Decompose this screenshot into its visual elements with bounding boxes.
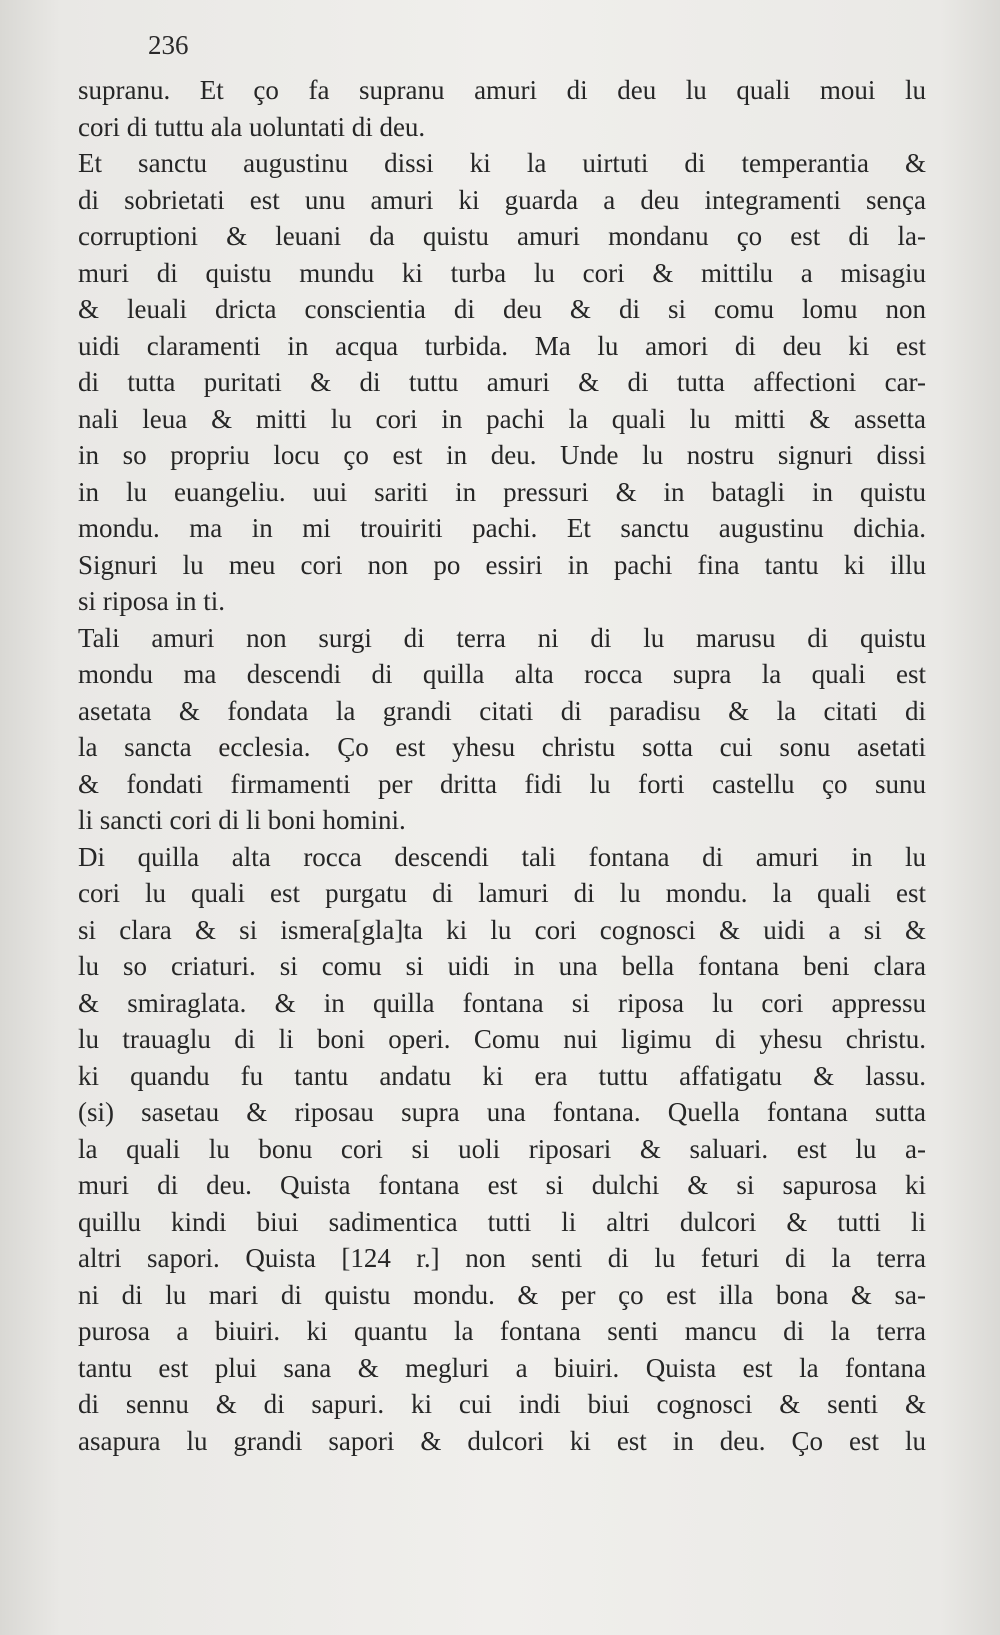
text-line: (si) sasetau & riposau supra una fontana. Quella fontana sutta [78, 1097, 926, 1127]
text-line: purosa a biuiri. ki quantu la fontana senti mancu di la terra [78, 1316, 926, 1346]
text-line: cori lu quali est purgatu di lamuri di lu mondu. la quali est [78, 878, 926, 908]
text-line: asapura lu grandi sapori & dulcori ki est in deu. Ço est lu [78, 1425, 926, 1456]
text-line: & smiraglata. & in quilla fontana si riposa lu cori appressu [78, 987, 926, 1018]
text-line: di sobrietati est unu amuri ki guarda a deu integramenti sença [78, 184, 926, 215]
text-line: ni di lu mari di quistu mondu. & per ço est illa bona & sa- [78, 1279, 926, 1310]
text-line: li sancti cori di li boni homini. [78, 805, 406, 835]
text-line: ki quandu fu tantu andatu ki era tuttu affatigatu & lassu. [78, 1060, 926, 1091]
text-line: cori di tuttu ala uoluntati di deu. [78, 111, 426, 142]
body-text [78, 72, 926, 1459]
text-line: in lu euangeliu. uui sariti in pressuri & in batagli in quistu [78, 476, 926, 507]
text-line: muri di deu. Quista fontana est si dulchi & si sapurosa ki [78, 1170, 926, 1200]
text-line: la quali lu bonu cori si uoli riposari & saluari. est lu a- [78, 1133, 926, 1164]
text-line: & leuali dricta conscientia di deu & di si comu lomu non [78, 294, 926, 324]
text-line: Et sanctu augustinu dissi ki la uirtuti di temperantia & [78, 148, 926, 178]
text-line: corruptioni & leuani da quistu amuri mondanu ço est di la- [78, 221, 926, 251]
text-line: nali leua & mitti lu cori in pachi la quali lu mitti & assetta [78, 403, 926, 434]
text-line: di sennu & di sapuri. ki cui indi biui cognosci & senti & [78, 1389, 926, 1419]
text-line: supranu. Et ço fa supranu amuri di deu lu quali moui lu [78, 75, 926, 105]
text-line: altri sapori. Quista [124 r.] non senti di lu feturi di la terra [78, 1243, 926, 1273]
text-line: tantu est plui sana & megluri a biuiri. Quista est la fontana [78, 1352, 926, 1383]
text-line: mondu. ma in mi trouiriti pachi. Et sanctu augustinu dichia. [78, 513, 926, 543]
text-line: si clara & si ismera[gla]ta ki lu cori cognosci & uidi a si & [78, 914, 926, 945]
text-line: Di quilla alta rocca descendi tali fontana di amuri in lu [78, 841, 926, 872]
text-line: in so propriu locu ço est in deu. Unde lu nostru signuri dissi [78, 440, 926, 470]
text-line: & fondati firmamenti per dritta fidi lu forti castellu ço sunu [78, 768, 926, 799]
text-line: la sancta ecclesia. Ço est yhesu christu sotta cui sonu asetati [78, 732, 926, 762]
text-line: lu trauaglu di li boni operi. Comu nui ligimu di yhesu christu. [78, 1024, 926, 1054]
text-line: di tutta puritati & di tuttu amuri & di tutta affectioni car- [78, 367, 926, 397]
text-line: Signuri lu meu cori non po essiri in pachi fina tantu ki illu [78, 549, 926, 580]
text-line: quillu kindi biui sadimentica tutti li altri dulcori & tutti li [78, 1206, 926, 1237]
text-line: muri di quistu mundu ki turba lu cori & mittilu a misagiu [78, 257, 926, 288]
text-line: asetata & fondata la grandi citati di paradisu & la citati di [78, 695, 926, 726]
text-line: uidi claramenti in acqua turbida. Ma lu amori di deu ki est [78, 330, 926, 361]
text-line: si riposa in ti. [78, 586, 225, 616]
text-line: lu so criaturi. si comu si uidi in una bella fontana beni clara [78, 951, 926, 981]
text-line: Tali amuri non surgi di terra ni di lu marusu di quistu [78, 622, 926, 653]
text-line: mondu ma descendi di quilla alta rocca supra la quali est [78, 659, 926, 689]
page-number: 236 [148, 30, 189, 60]
